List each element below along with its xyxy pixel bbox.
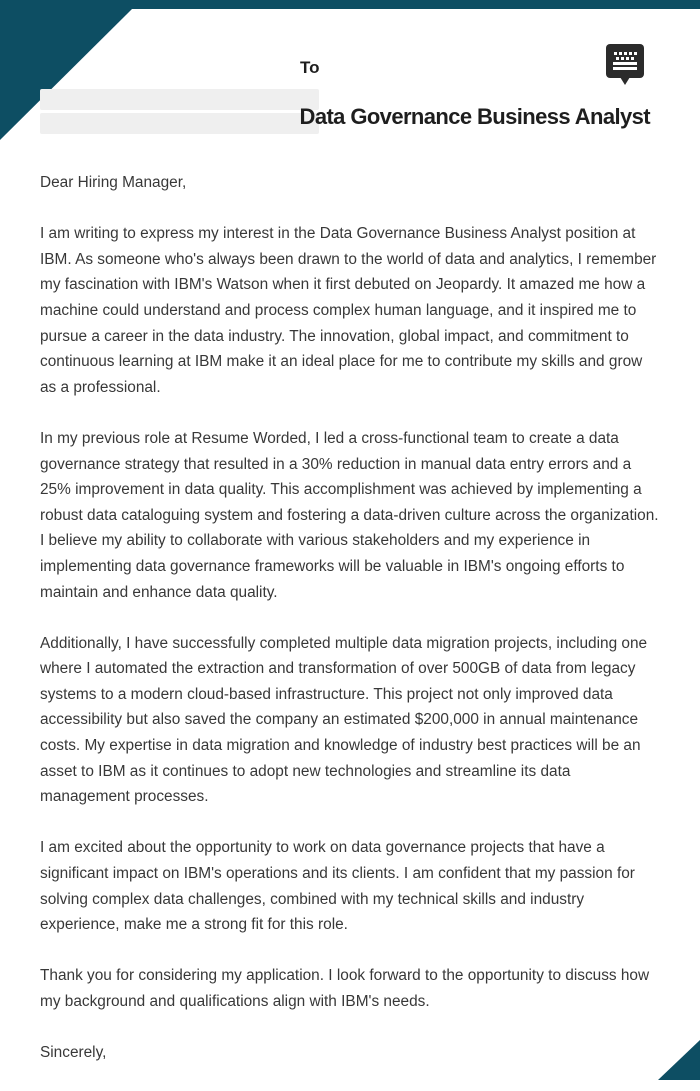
recipient-address-placeholder [40, 113, 319, 134]
keyboard-chat-icon [606, 44, 644, 86]
recipient-label: To [300, 58, 320, 77]
salutation: Dear Hiring Manager, [40, 174, 187, 191]
closing: Sincerely, [40, 1044, 107, 1062]
letter-paragraph-3: Additionally, I have successfully completed multiple data migration projects, including one where I automated the extraction and transformation of over 500GB of data from legacy systems to a modern cloud-based infrastructure. This project not only improved data accessibility but also saved the company an estimated $200,000 in annual maintenance costs. My expertise in data migration and knowledge of industry best practices will be an asset to IBM as it continues to adopt new technologies and streamline its data management processes. [40, 634, 648, 806]
letter-paragraph-1: I am writing to express my interest in the Data Governance Business Analyst position at IBM. As someone who's always been drawn to the world of data and analytics, I remember my fascination with IBM's Watson when it first debuted on Jeopardy. It amazed me how a machine could understand and process complex human language, and it inspired me to pursue a career in the data industry. The innovation, global impact, and commitment to continuous learning at IBM make it an ideal place for me to contribute my skills and grow as a professional. [40, 225, 657, 396]
recipient-name-placeholder [40, 89, 319, 110]
letter-paragraph-4: I am excited about the opportunity to work on data governance projects that have a significant impact on IBM's operations and its clients. I am confident that my passion for solving complex data challenges, combined with my technical skills and industry experience, make me a strong fit for this role. [40, 839, 635, 934]
corner-decoration-bottom-right [658, 1040, 700, 1080]
letter-body [40, 170, 662, 1091]
job-title: Data Governance Business Analyst [299, 104, 650, 129]
letter-paragraph-2: In my previous role at Resume Worded, I led a cross-functional team to create a data governance strategy that resulted in a 30% reduction in manual data entry errors and a 25% improvement in data quality. This accomplishment was achieved by implementing a robust data cataloguing system and fostering a data-driven culture across the organization. I believe my ability to collaborate with various stakeholders and my experience in implementing data governance frameworks will be valuable in IBM's ongoing efforts to maintain and enhance data quality. [40, 429, 659, 601]
letter-paragraph-5: Thank you for considering my application. I look forward to the opportunity to discuss how my background and qualifications align with IBM's needs. [40, 967, 650, 1010]
